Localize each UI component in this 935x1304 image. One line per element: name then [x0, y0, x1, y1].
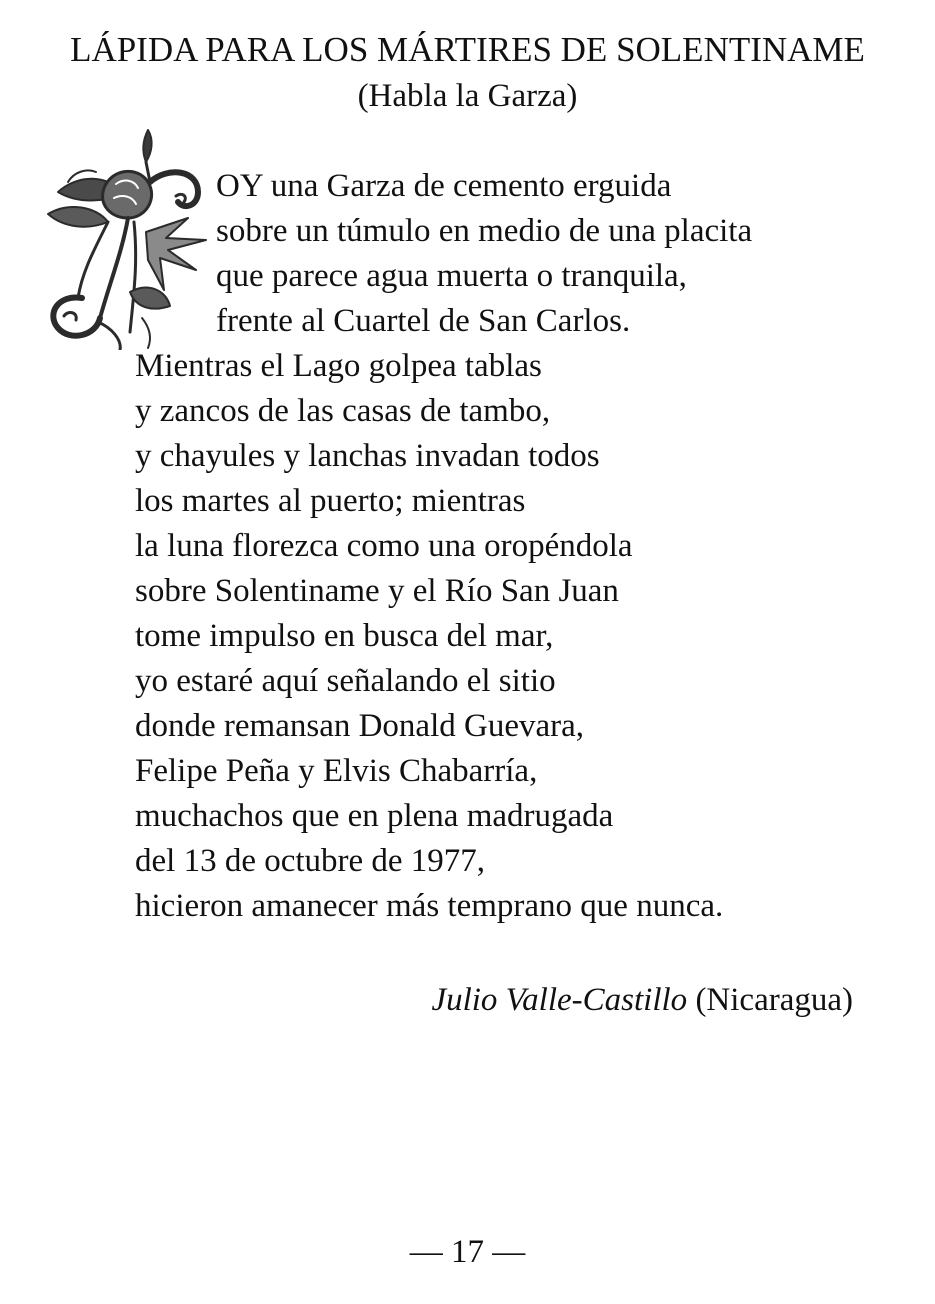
poem-line: que parece agua muerta o tranquila, — [216, 258, 687, 294]
floral-drop-cap-icon — [38, 122, 218, 350]
author-country: (Nicaragua) — [695, 982, 853, 1018]
poem-line: y zancos de las casas de tambo, — [135, 393, 551, 429]
poem-line: sobre un túmulo en medio de una placita — [216, 213, 753, 249]
page-number: — 17 — — [409, 1234, 526, 1270]
poem-line: muchachos que en plena madrugada — [135, 798, 614, 834]
poem-line: Mientras el Lago golpea tablas — [135, 348, 542, 384]
poem-line: sobre Solentiname y el Río San Juan — [135, 573, 619, 609]
poem-title: LÁPIDA PARA LOS MÁRTIRES DE SOLENTINAME — [70, 30, 865, 69]
poem-subtitle: (Habla la Garza) — [357, 78, 578, 114]
poem-line: y chayules y lanchas invadan todos — [135, 438, 600, 474]
poem-line: del 13 de octubre de 1977, — [135, 843, 486, 879]
poem-signature — [431, 978, 853, 1023]
poem-line: Felipe Peña y Elvis Chabarría, — [135, 753, 538, 789]
poem-line: tome impulso en busca del mar, — [135, 618, 554, 654]
author-name: Julio Valle-Castillo — [431, 982, 688, 1018]
poem-line: donde remansan Donald Guevara, — [135, 708, 584, 744]
poem-line: hicieron amanecer más temprano que nunca. — [135, 888, 724, 924]
poem-line: frente al Cuartel de San Carlos. — [216, 303, 631, 339]
poem-line: la luna florezca como una oropéndola — [135, 528, 633, 564]
poem-line: OY una Garza de cemento erguida — [216, 168, 672, 204]
poem-line: los martes al puerto; mientras — [135, 483, 526, 519]
poem-line: yo estaré aquí señalando el sitio — [135, 663, 556, 699]
